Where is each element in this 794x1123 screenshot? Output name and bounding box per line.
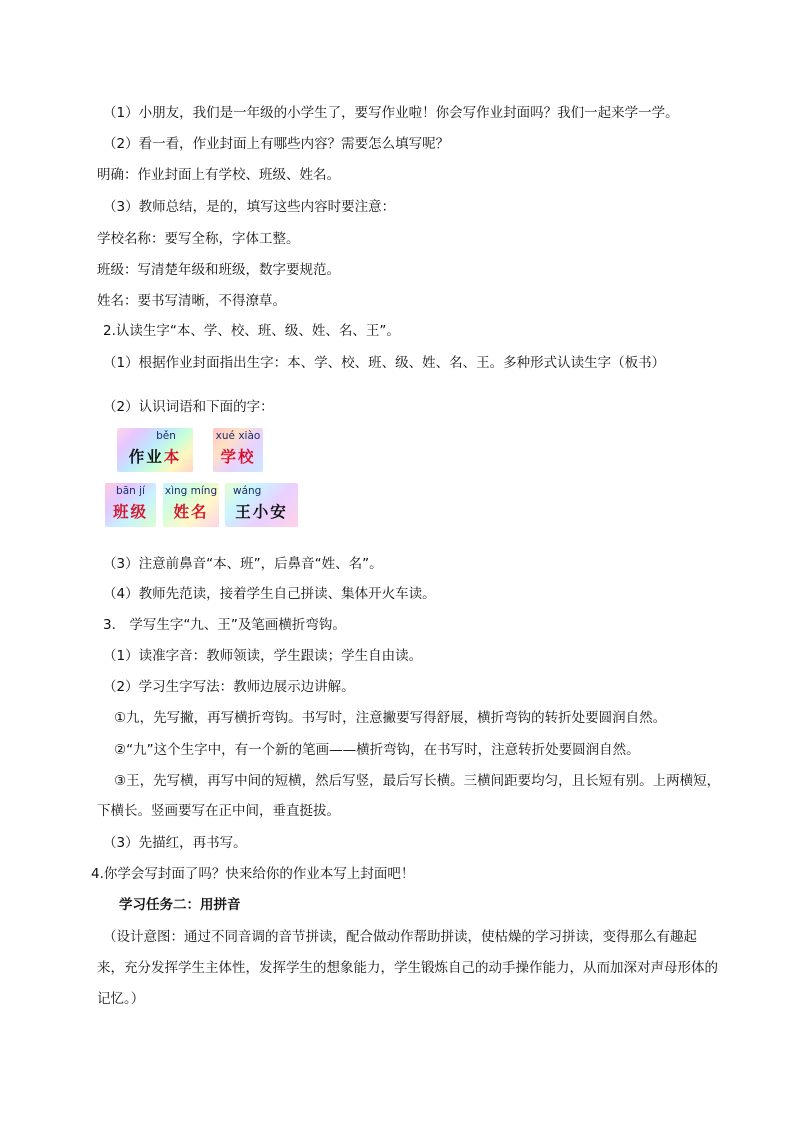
word-label: 作业本 <box>128 448 182 466</box>
paragraph-line: （4）教师先范读，接着学生自己拼读、集体开火车读。 <box>103 586 436 602</box>
pinyin-label: wáng <box>233 485 262 497</box>
paragraph-line: （1）读准字音：教师领读，学生跟读；学生自由读。 <box>103 648 423 664</box>
paragraph-line: （3）教师总结，是的，填写这些内容时要注意： <box>103 199 396 215</box>
paragraph-line: （2）学习生字写法：教师边展示边讲解。 <box>103 679 355 695</box>
word-card-xuexiao <box>213 428 263 472</box>
word-card-wangxiaoan <box>225 483 298 527</box>
word-card-banji <box>105 483 156 527</box>
paragraph-line: 来，充分发挥学生主体性，发挥学生的想象能力，学生锻炼自己的动手操作能力，从而加深对声母形体的 <box>97 960 718 976</box>
paragraph-line: ②“九”这个生字中，有一个新的笔画——横折弯钩，在书写时，注意转折处要圆润自然。 <box>114 742 640 758</box>
pinyin-label: xìng míng <box>164 485 218 497</box>
word-label: 学校 <box>220 448 256 466</box>
paragraph-line: 姓名：要书写清晰，不得潦草。 <box>97 293 286 309</box>
paragraph-line: （1）根据作业封面指出生字：本、学、校、班、级、姓、名、王。多种形式认读生字（板书） <box>103 355 666 371</box>
paragraph-line: （3）先描红，再书写。 <box>103 835 247 851</box>
paragraph-line: （2）看一看，作业封面上有哪些内容？需要怎么填写呢？ <box>103 136 450 152</box>
word-card-zuoyeben <box>117 428 193 472</box>
paragraph-line: ③王，先写横，再写中间的短横，然后写竖，最后写长横。三横间距要均匀，且长短有别。上两横短， <box>114 773 721 789</box>
paragraph-line: （3）注意前鼻音“本、班”，后鼻音“姓、名”。 <box>103 556 383 572</box>
pinyin-label: bān jí <box>116 485 145 497</box>
paragraph-line: （1）小朋友，我们是一年级的小学生了，要写作业啦！你会写作业封面吗？我们一起来学一学。 <box>103 105 679 121</box>
paragraph-line: （设计意图：通过不同音调的音节拼读，配合做动作帮助拼读，使枯燥的学习拼读，变得那么有趣起 <box>103 929 697 945</box>
pinyin-label: xué xiào <box>215 430 261 442</box>
word-label: 班级 <box>112 503 148 521</box>
section-heading: 3. 学写生字“九、王”及笔画横折弯钩。 <box>103 617 346 633</box>
word-card-xingming <box>163 483 219 527</box>
paragraph-line: （2）认识词语和下面的字： <box>103 399 274 415</box>
paragraph-line: 记忆。） <box>97 991 145 1007</box>
paragraph-line: 班级：写清楚年级和班级，数字要规范。 <box>97 262 340 278</box>
task-heading: 学习任务二：用拼音 <box>119 897 241 913</box>
word-label: 王小安 <box>235 503 288 521</box>
paragraph-line: ①九，先写撇，再写横折弯钩。书写时，注意撇要写得舒展，横折弯钩的转折处要圆润自然。 <box>114 710 667 726</box>
section-heading: 2.认读生字“本、学、校、班、级、姓、名、王”。 <box>103 323 400 339</box>
paragraph-line: 学校名称：要写全称，字体工整。 <box>97 231 300 247</box>
paragraph-line: 下横长。竖画要写在正中间，垂直挺拔。 <box>97 803 340 819</box>
section-heading: 4.你学会写封面了吗？快来给你的作业本写上封面吧！ <box>91 866 415 882</box>
word-label: 姓名 <box>173 503 209 521</box>
paragraph-line: 明确：作业封面上有学校、班级、姓名。 <box>97 167 340 183</box>
pinyin-label: běn <box>156 430 176 442</box>
